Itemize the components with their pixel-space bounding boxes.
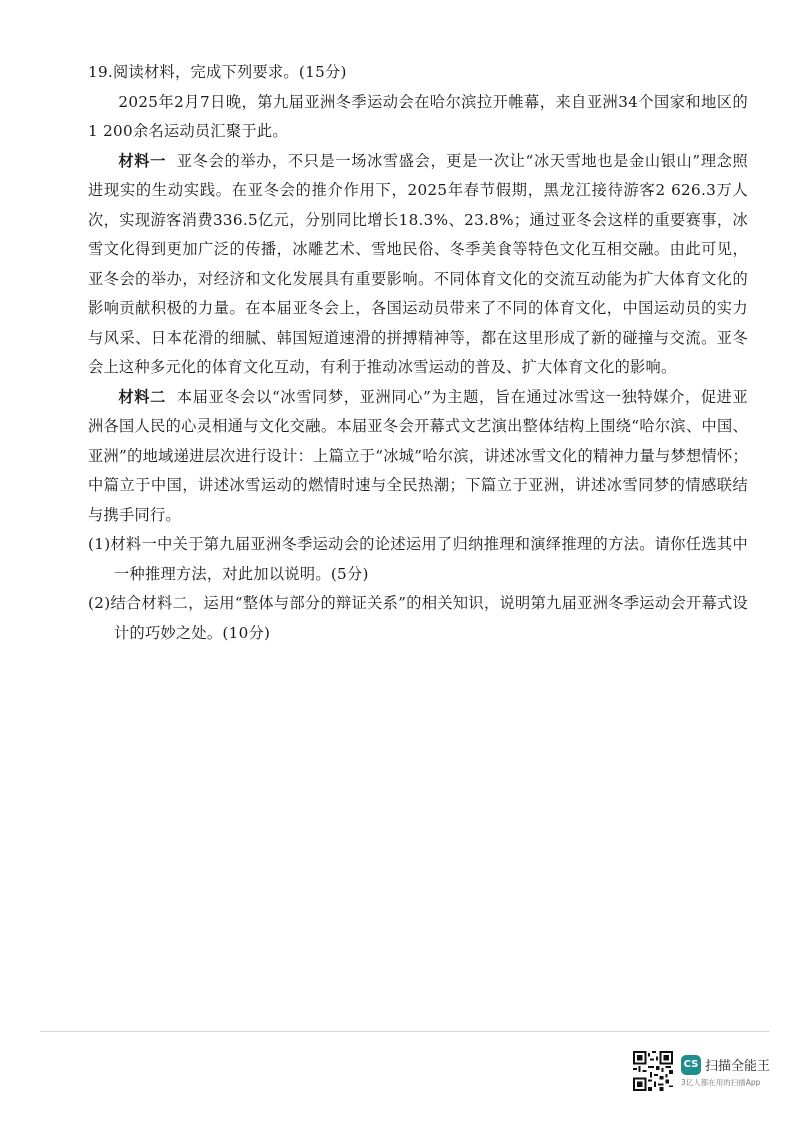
sub-question-1: (1)材料一中关于第九届亚洲冬季运动会的论述运用了归纳推理和演绎推理的方法。请你任选其中一种推理方法，对此加以说明。(5分)	[88, 535, 748, 583]
question-intro: 2025年2月7日晚，第九届亚洲冬季运动会在哈尔滨拉开帷幕，来自亚洲34个国家和地区的1 200余名运动员汇聚于此。	[88, 92, 748, 140]
material-1-label: 材料一	[118, 151, 166, 170]
watermark-text	[681, 1055, 770, 1088]
camscanner-logo: CS	[681, 1055, 701, 1075]
material-1-text: 亚冬会的举办，不只是一场冰雪盛会，更是一次让“冰天雪地也是金山银山”理念照进现实的生动实践。在亚冬会的推介作用下，2025年春节假期，黑龙江接待游客2 626.3万人次，实现游客消费336.5亿元，分别同比增长18.3%、23.8%；通过亚冬会这样的重要赛事，冰雪文化得到更加广泛的传播，冰雕艺术、雪地民俗、冬季美食等特色文化互相交融。由此可见，亚冬会的举办，对经济和文化发展具有重要影响。不同体育文化的交流互动能为扩大体育文化的影响贡献积极的力量。在本届亚冬会上，各国运动员带来了不同的体育文化，中国运动员的实力与风采、日本花滑的细腻、韩国短道速滑的拼搏精神等，都在这里形成了新的碰撞与交流。亚冬会上这种多元化的体育文化互动，有利于推动冰雪运动的普及、扩大体育文化的影响。	[88, 151, 748, 376]
footer-divider	[40, 1031, 770, 1032]
material-2	[88, 383, 748, 531]
material-1	[88, 147, 748, 383]
scanner-watermark	[633, 1049, 770, 1093]
question-header: 19.阅读材料，完成下列要求。(15分)	[88, 63, 347, 81]
app-tagline: 3亿人都在用的扫描App	[681, 1077, 761, 1087]
material-2-text: 本届亚冬会以“冰雪同梦，亚洲同心”为主题，旨在通过冰雪这一独特媒介，促进亚洲各国人民的心灵相通与文化交融。本届亚冬会开幕式文艺演出整体结构上围绕“哈尔滨、中国、亚洲”的地域递进层次进行设计：上篇立于“冰城”哈尔滨，讲述冰雪文化的精神力量与梦想情怀；中篇立于中国，讲述冰雪运动的燃情时速与全民热潮；下篇立于亚洲，讲述冰雪同梦的情感联结与携手同行。	[88, 387, 748, 524]
sub-question-2: (2)结合材料二，运用“整体与部分的辩证关系”的相关知识，说明第九届亚洲冬季运动会开幕式设计的巧妙之处。(10分)	[88, 594, 748, 642]
app-name: 扫描全能王	[705, 1059, 771, 1074]
material-2-label: 材料二	[118, 387, 166, 406]
qr-code-icon	[633, 1051, 673, 1091]
question-19	[88, 58, 748, 648]
